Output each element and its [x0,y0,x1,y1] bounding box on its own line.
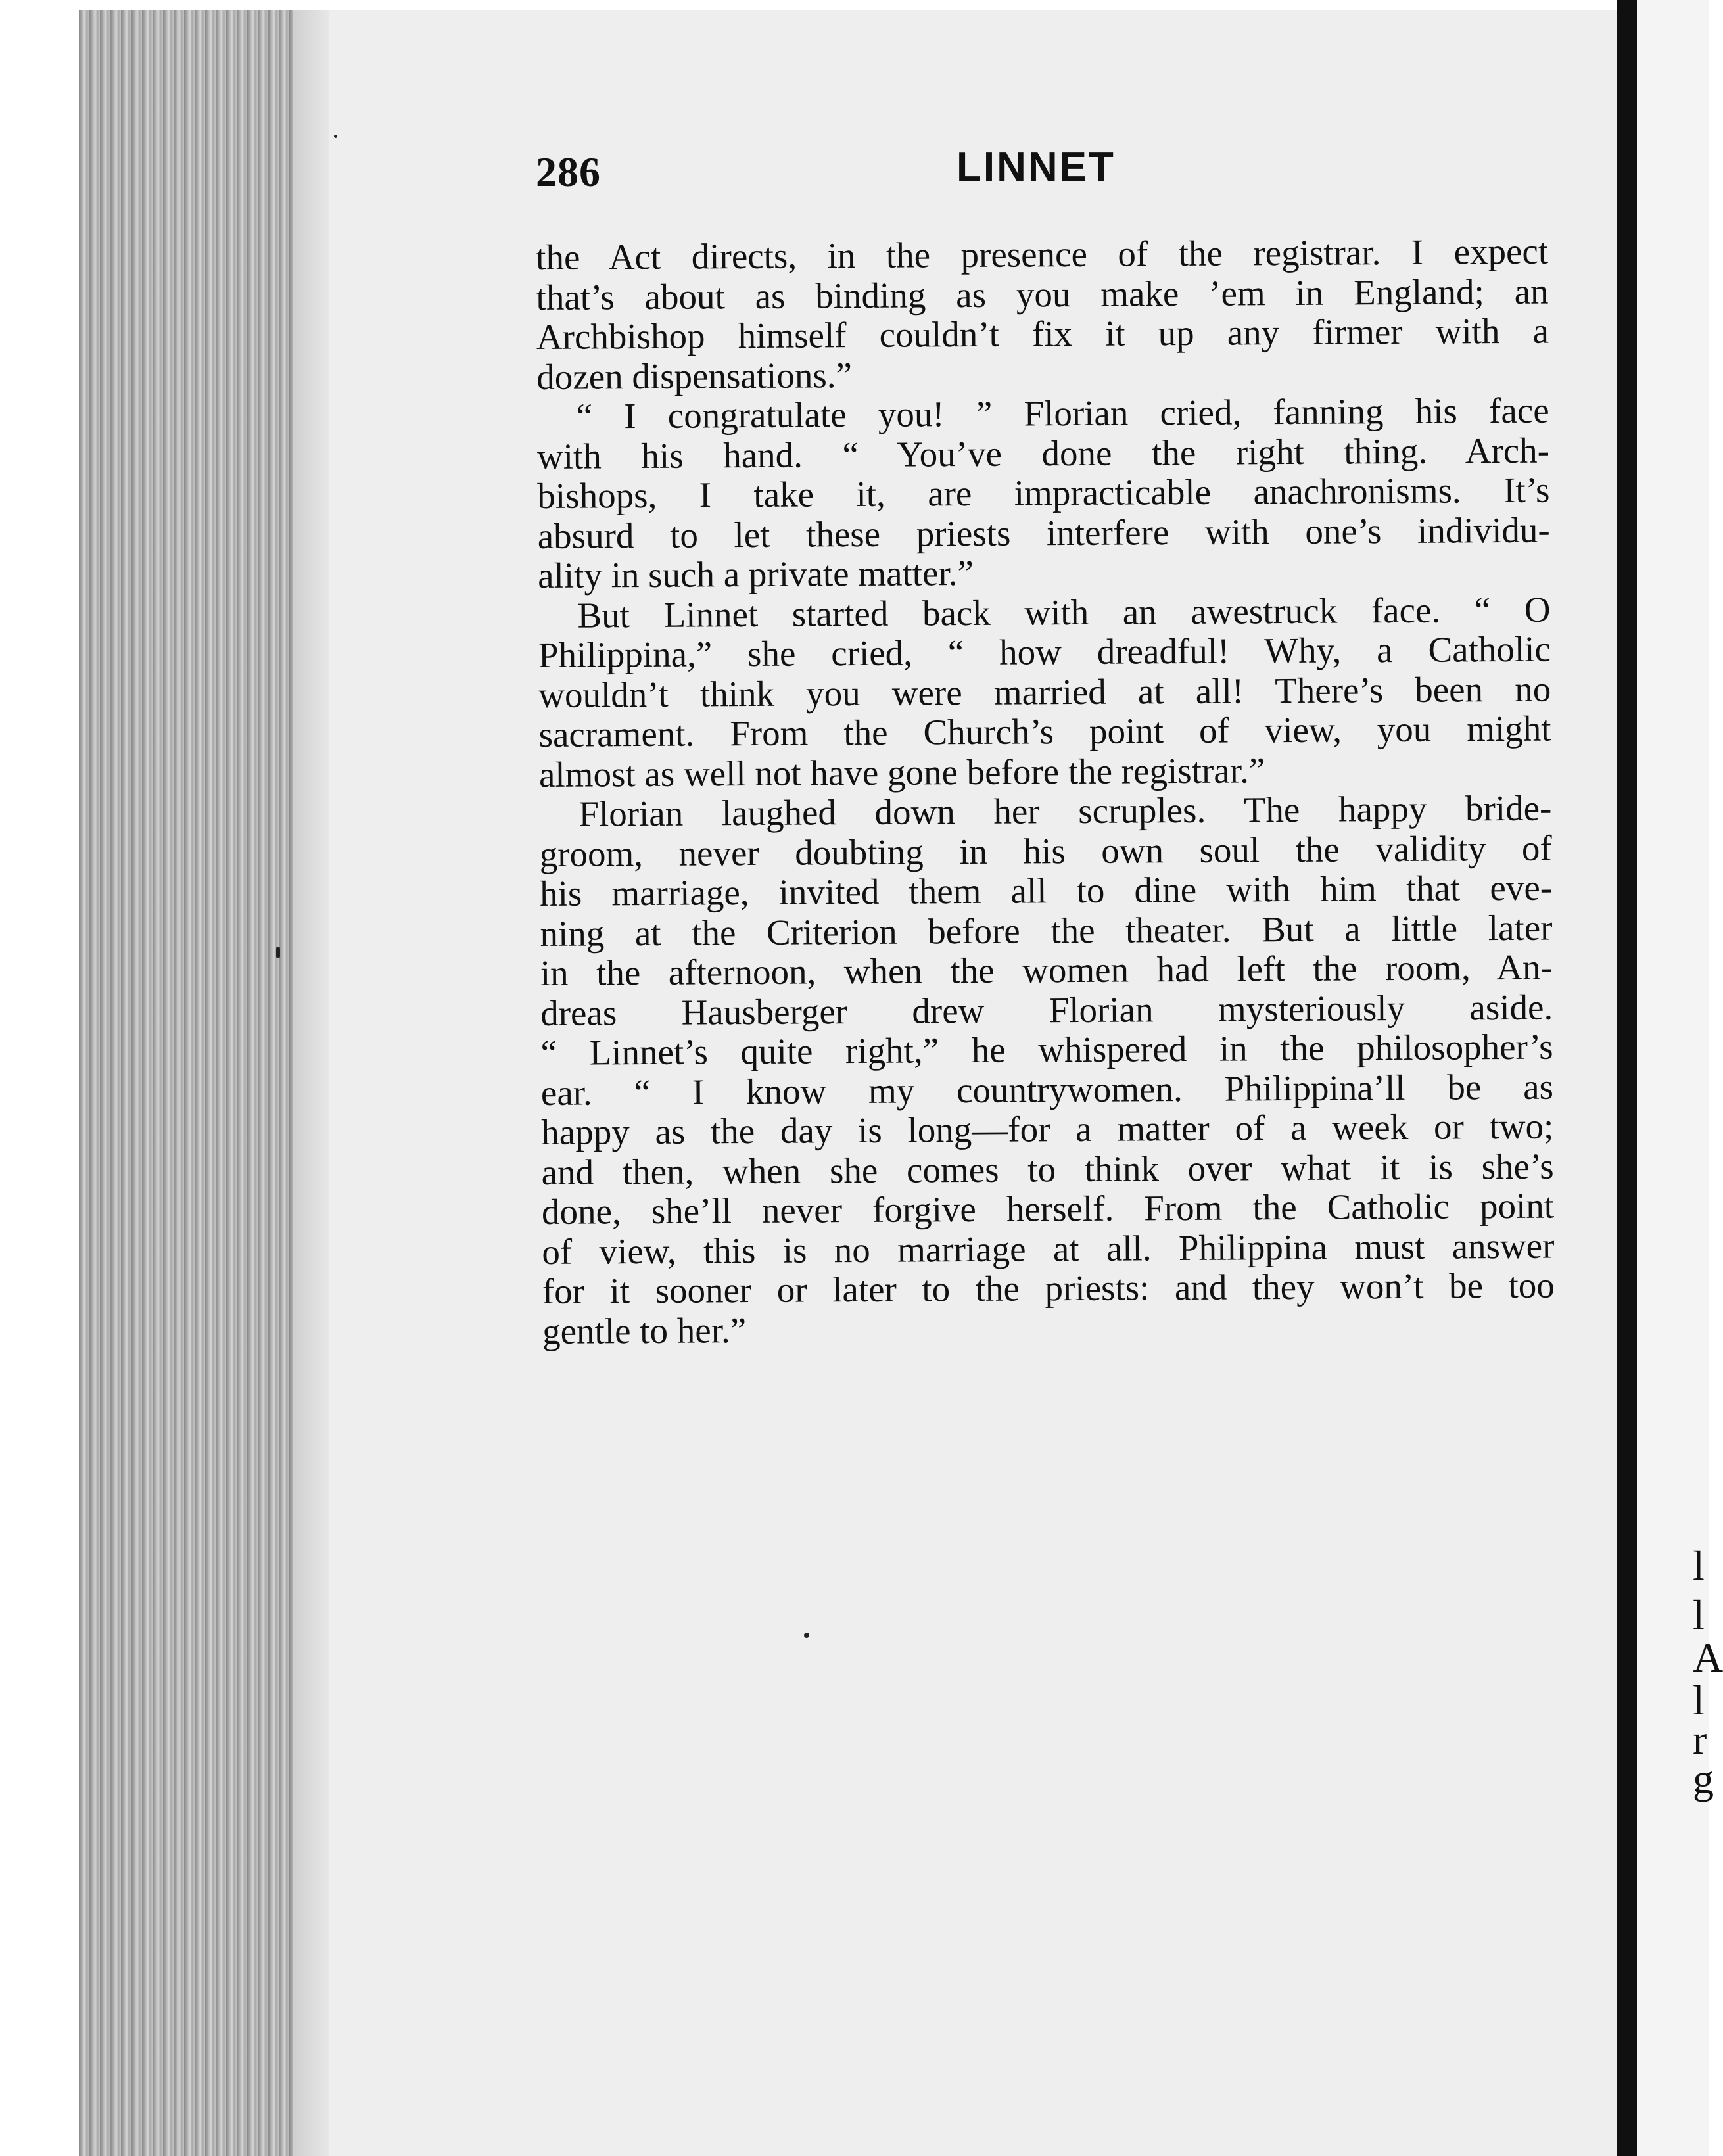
adjacent-page-letter: r [1693,1716,1707,1763]
dust-speck [276,947,280,958]
text-line: Archbishop himself couldn’t fix it up any firmer with a [536,310,1549,357]
text-line: and then, when she comes to think over what it is she’s [541,1146,1554,1192]
adjacent-page-letter: g [1693,1756,1714,1802]
body-text [536,232,1555,1351]
dust-speck [334,135,337,138]
text-line: Florian laughed down her scruples. The happy bride- [578,787,1552,834]
text-line: happy as the day is long—for a matter of a week or two; [541,1106,1554,1152]
text-line: groom, never doubting in his own soul the validity of [539,828,1552,874]
text-line: But Linnet started back with an awestruck face. “ O [577,589,1551,636]
text-line: his marriage, invited them all to dine with him that eve- [539,867,1553,914]
text-line: ear. “ I know my countrywomen. Philippina’ll be as [540,1066,1554,1113]
stacked-page-edges [79,10,332,2156]
text-line: gentle to her.” [542,1309,747,1351]
page-number: 286 [536,149,601,195]
adjacent-page-letter: l [1693,1677,1705,1723]
text-line: sacrament. From the Church’s point of view, you might [538,708,1551,755]
book-gutter [1617,0,1637,2156]
text-line: dreas Hausberger drew Florian mysteriously aside. [540,987,1553,1033]
dust-speck [804,1633,809,1638]
text-line: for it sooner or later to the priests: and they won’t be too [542,1265,1555,1311]
text-line: ality in such a private matter.” [537,552,974,596]
text-line: dozen dispensations.” [536,354,853,397]
text-line: “ Linnet’s quite right,” he whispered in the philosopher’s [540,1026,1553,1073]
text-line: absurd to let these priests interfere with one’s individu- [537,509,1550,556]
text-line: the Act directs, in the presence of the registrar. I expect [535,231,1549,277]
text-line: of view, this is no marriage at all. Philippina must answer [542,1225,1555,1272]
running-head [536,145,1193,200]
adjacent-page-letter: l [1693,1542,1705,1589]
text-line: almost as well not have gone before the registrar.” [538,749,1265,795]
text-line: ning at the Criterion before the theater. But a little later [540,907,1553,954]
text-line: “ I congratulate you! ” Florian cried, fanning his face [576,390,1549,436]
text-line: bishops, I take it, are impracticable anachronisms. It’s [537,469,1550,516]
adjacent-page-letter: l [1693,1591,1705,1638]
text-line: wouldn’t think you were married at all! There’s been no [538,668,1551,715]
text-line: that’s about as binding as you make ’em in England; an [536,271,1549,317]
text-line: Philippina,” she cried, “ how dreadful! Why, a Catholic [538,628,1551,675]
text-line: done, she’ll never forgive herself. From the Catholic point [541,1185,1555,1232]
adjacent-page-letter: A [1693,1634,1723,1681]
text-line: in the afternoon, when the women had left the room, An- [540,947,1553,993]
text-line: with his hand. “ You’ve done the right thing. Arch- [536,430,1550,477]
adjacent-page-edge [1637,0,1709,2156]
running-title: LINNET [956,145,1116,190]
